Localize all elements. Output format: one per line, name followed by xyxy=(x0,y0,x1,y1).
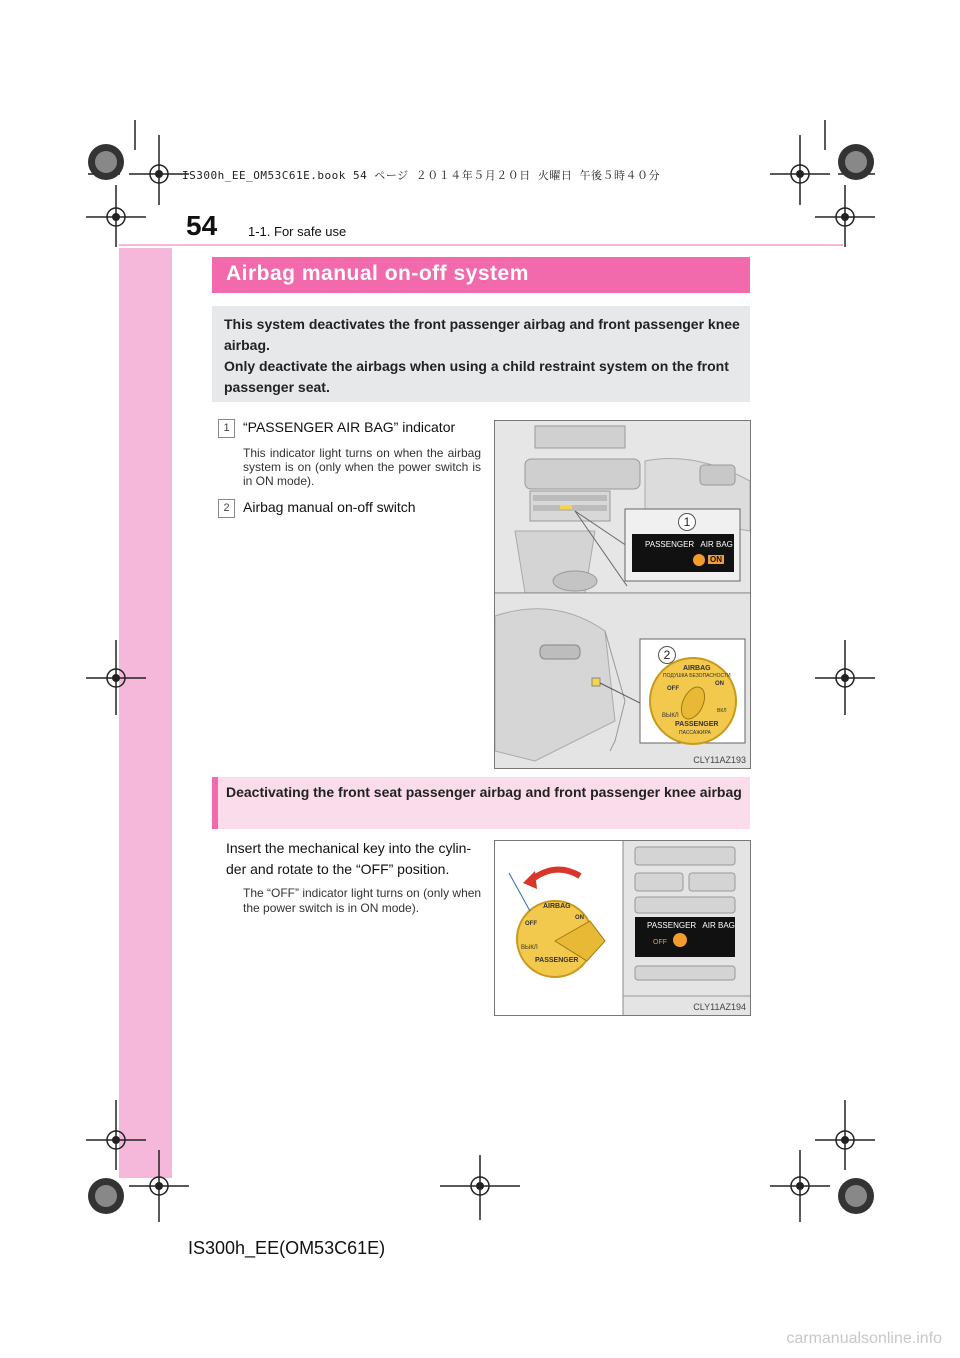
figure-key-rotation xyxy=(494,840,751,1016)
airbag-off-symbol-icon xyxy=(693,554,705,566)
instruction-text: Insert the mechanical key into the cylin-der and rotate to the “OFF” position. xyxy=(226,840,472,877)
switch-label-on-ru: ВКЛ xyxy=(717,708,727,714)
switch-label-passenger-ru: ПАССАЖИРА xyxy=(679,730,711,736)
intro-box xyxy=(212,306,750,402)
indicator-on-label: ON xyxy=(710,555,722,564)
subsection-bar xyxy=(212,777,750,829)
switch2-label-on: ON xyxy=(575,915,584,921)
dashboard-illustration xyxy=(495,421,750,768)
switch-label-airbag-ru: ПОДУШКА БЕЗОПАСНОСТИ xyxy=(663,673,731,679)
subsection-title: Deactivating the front seat passenger airbag and front passenger knee airbag xyxy=(226,784,742,800)
item-1-description: This indicator light turns on when the airbag system is on (only when the power switch is in ON mode). xyxy=(243,446,481,488)
intro-text: This system deactivates the front passenger airbag and front passenger knee airbag. Only deactivate the airbags when using a child restraint system on the front passenger seat. xyxy=(224,316,740,395)
item-1-title: “PASSENGER AIR BAG” indicator xyxy=(243,419,456,435)
indicator-label-2: PASSENGER AIR BAG xyxy=(647,921,735,930)
switch-label-on: ON xyxy=(715,681,724,687)
callout-1: 1 xyxy=(678,513,696,531)
section-title-bar xyxy=(212,257,750,293)
airbag-off-lit-icon xyxy=(673,933,687,947)
note-text: The “OFF” indicator light turns on (only when the power switch is in ON mode). xyxy=(243,886,482,915)
indicator-off-label: OFF xyxy=(653,939,667,946)
subsection-accent xyxy=(212,777,218,829)
book-header-line: IS300h_EE_OM53C61E.book 54 ページ ２０１４年５月２０日 火曜日 午後５時４０分 xyxy=(182,169,660,182)
switch-label-airbag: AIRBAG xyxy=(683,665,711,672)
switch2-label-off-ru: ВЫКЛ xyxy=(521,945,538,951)
watermark: carmanualsonline.info xyxy=(786,1330,942,1347)
switch2-label-off: OFF xyxy=(525,921,537,927)
switch-label-off: OFF xyxy=(667,686,679,692)
callout-2: 2 xyxy=(658,646,676,664)
switch-label-off-ru: ВЫКЛ xyxy=(662,713,679,719)
figure-1-code: CLY11AZ193 xyxy=(693,755,746,765)
section-label: 1-1. For safe use xyxy=(248,224,347,239)
footer-code: IS300h_EE(OM53C61E) xyxy=(188,1238,386,1258)
item-1-number: 1 xyxy=(218,419,235,438)
item-2-title: Airbag manual on-off switch xyxy=(243,499,416,515)
page-number: 54 xyxy=(186,210,218,241)
switch-label-passenger: PASSENGER xyxy=(675,721,719,728)
figure-2-code: CLY11AZ194 xyxy=(693,1002,746,1012)
item-2-number: 2 xyxy=(218,499,235,518)
section-title: Airbag manual on-off system xyxy=(226,262,529,285)
indicator-label: PASSENGER AIR BAG xyxy=(645,540,733,549)
switch2-label-airbag: AIRBAG xyxy=(543,903,571,910)
figure-airbag-location xyxy=(494,420,751,769)
switch2-label-passenger: PASSENGER xyxy=(535,957,579,964)
